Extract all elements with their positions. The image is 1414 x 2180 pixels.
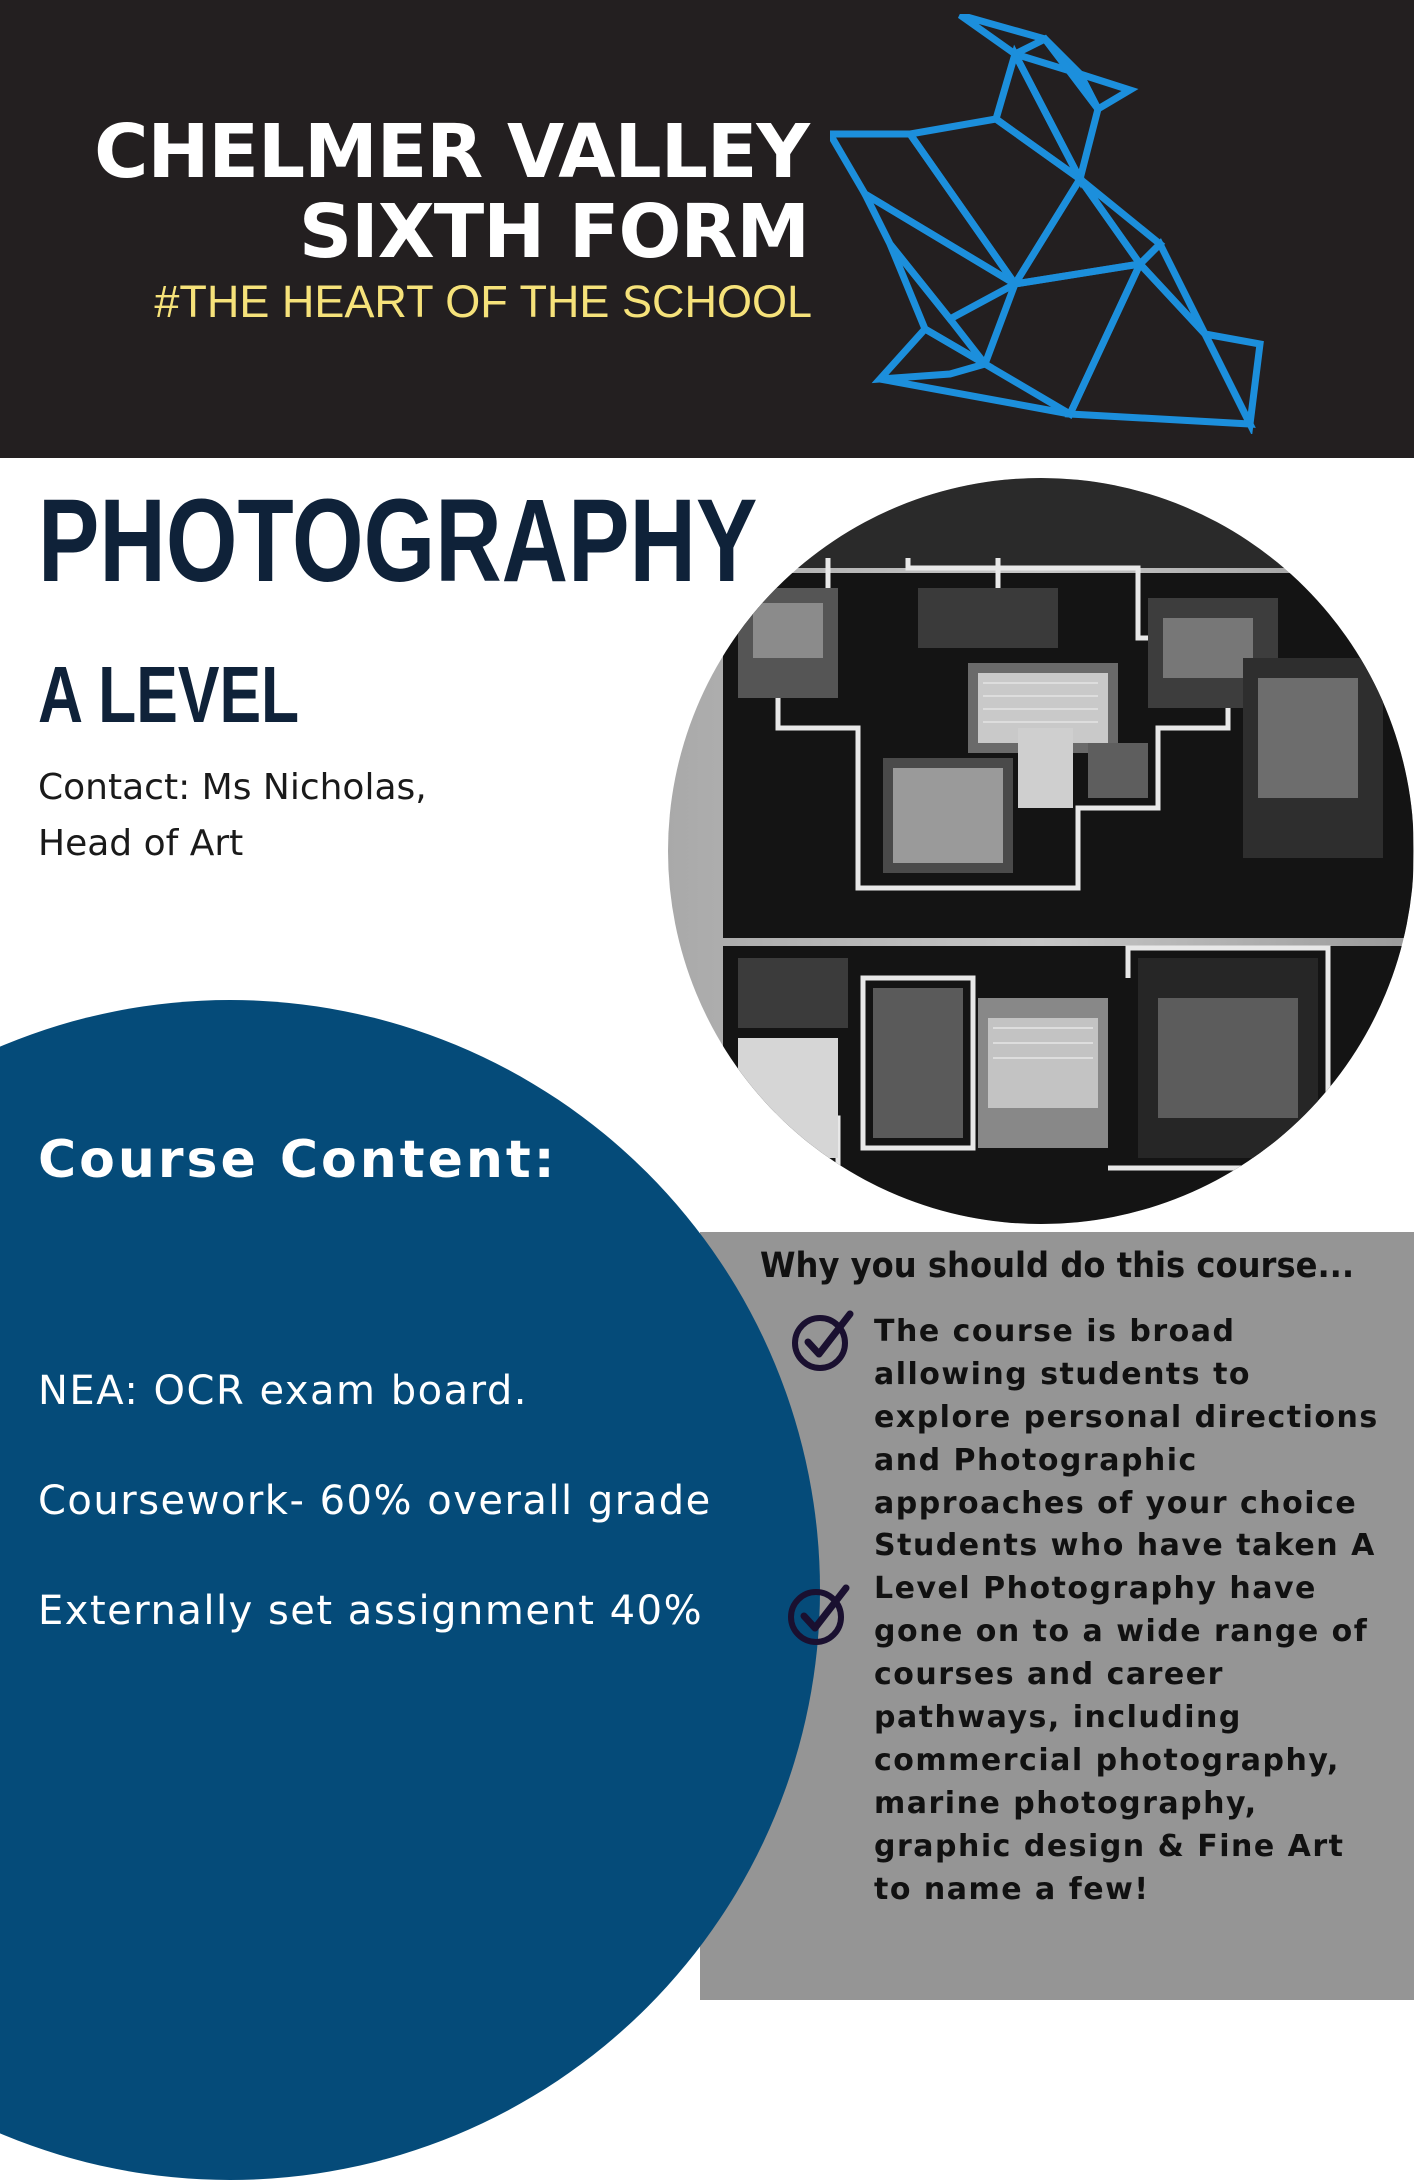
check-circle-icon [786, 1582, 852, 1648]
school-name-line1: CHELMER VALLEY [94, 109, 809, 195]
contact-role: Head of Art [38, 823, 244, 864]
contact-name: Contact: Ms Nicholas, [38, 767, 427, 808]
school-name [94, 109, 809, 275]
reason-item: The course is broad allowing students to explore personal directions and Photographic approaches of your choice [874, 1314, 1379, 1521]
why-heading: Why you should do this course... [760, 1246, 1355, 1286]
header-banner [0, 0, 1414, 458]
tagline: #THE HEART OF THE SCHOOL [154, 276, 812, 327]
school-name-line2: SIXTH FORM [298, 189, 809, 275]
check-circle-icon [790, 1308, 856, 1374]
course-content-heading: Course Content: [38, 1130, 558, 1190]
contact-info [38, 760, 427, 872]
course-content-item: Coursework- 60% overall grade [38, 1478, 712, 1524]
course-content-item: NEA: OCR exam board. [38, 1368, 528, 1414]
origami-swan-icon [830, 14, 1350, 434]
course-content-item: Externally set assignment 40% [38, 1588, 704, 1634]
course-title: PHOTOGRAPHY [38, 475, 758, 607]
course-photo [668, 478, 1414, 1224]
course-level: A LEVEL [38, 650, 300, 739]
reason-item: Students who have taken A Level Photography have gone on to a wide range of courses and career pathways, including commercial photography, marine photography, graphic design & Fine Art to name a few! [874, 1528, 1376, 1907]
